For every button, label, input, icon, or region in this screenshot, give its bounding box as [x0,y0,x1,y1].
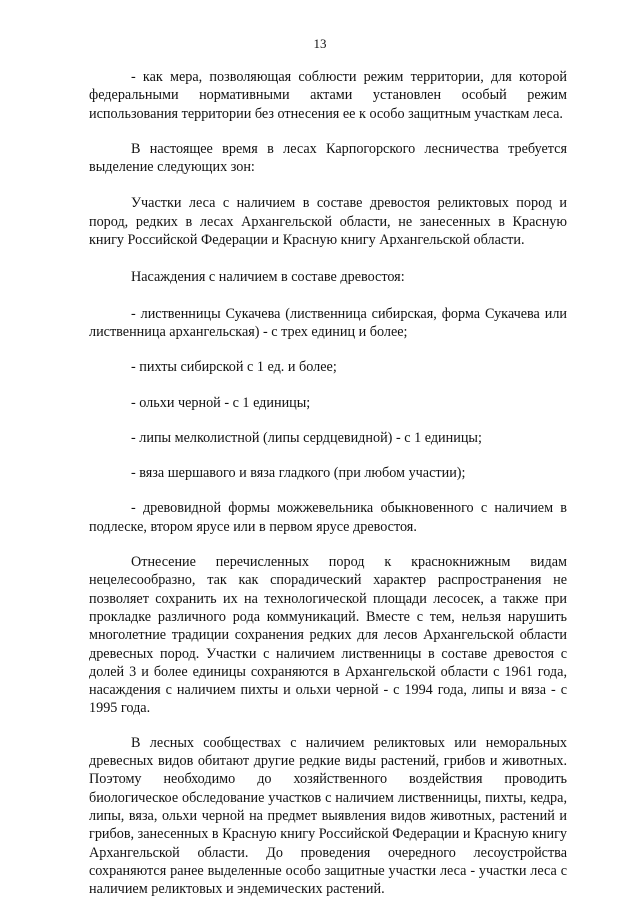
list-item-elm: - вяза шершавого и вяза гладкого (при любом участии); [131,465,466,482]
list-item-larch: - лиственницы Сукачева (лиственница сибирская, форма Сукачева или лиственница архангельская) - с трех единиц и более; [89,305,567,340]
page-number: 13 [313,36,327,51]
paragraph-relict-plots: Участки леса с наличием в составе древостоя реликтовых пород и пород, редких в лесах Архангельской области, не занесенных в Красную книгу Российской Федерации и Красную книгу Архангельской области. [89,195,567,249]
list-item-fir: - пихты сибирской с 1 ед. и более; [131,359,337,376]
paragraph-rare-species: В лесных сообществах с наличием реликтовых или неморальных древесных видов обитают другие редкие виды растений, грибов и животных. Поэтому необходимо до хозяйственного воздействия проводить биологическое обследование участков с наличием лиственницы, пихты, кедра, липы, вяза, ольхи черной на предмет выявления видов животных, растений и грибов, занесенных в Красную книгу Российской Федерации и Красную книгу Архангельской области. До проведения очередного лесоустройства сохраняются ранее выделенные особо защитные участки леса - участки леса с наличием реликтовых и эндемических растений. [89,734,567,898]
paragraph-stands-heading: Насаждения с наличием в составе древостоя: [131,269,405,286]
paragraph-special-regime: - как мера, позволяющая соблюсти режим территории, для которой федеральными нормативными актами установлен особый режим использования территории без отнесения ее к особо защитным участкам леса. [89,69,567,122]
list-item-linden: - липы мелколистной (липы сердцевидной) - с 1 единицы; [131,429,482,446]
paragraph-zones-intro: В настоящее время в лесах Карпогорского лесничества требуется выделение следующих зон: [89,140,567,176]
list-item-black-alder: - ольхи черной - с 1 единицы; [131,394,311,411]
body-text [89,68,567,898]
paragraph-red-book-reasoning: Отнесение перечисленных пород к краснокнижным видам нецелесообразно, так как спорадический характер распространения не позволяет сохранить их на технологической площади лесосек, а также при прокладке различного рода коммуникаций. Вместе с тем, нельзя нарушить многолетние традиции сохранения редких для лесов Архангельской области древесных пород. Участки с наличием лиственницы в составе древостоя с долей 3 и более единицы сохраняются в Архангельской области с 1961 года, насаждения с наличием пихты и ольхи черной - с 1994 года, липы и вяза - с 1995 года. [89,554,567,717]
list-item-juniper: - древовидной формы можжевельника обыкновенного с наличием в подлеске, втором ярусе или в первом ярусе древостоя. [89,500,567,535]
